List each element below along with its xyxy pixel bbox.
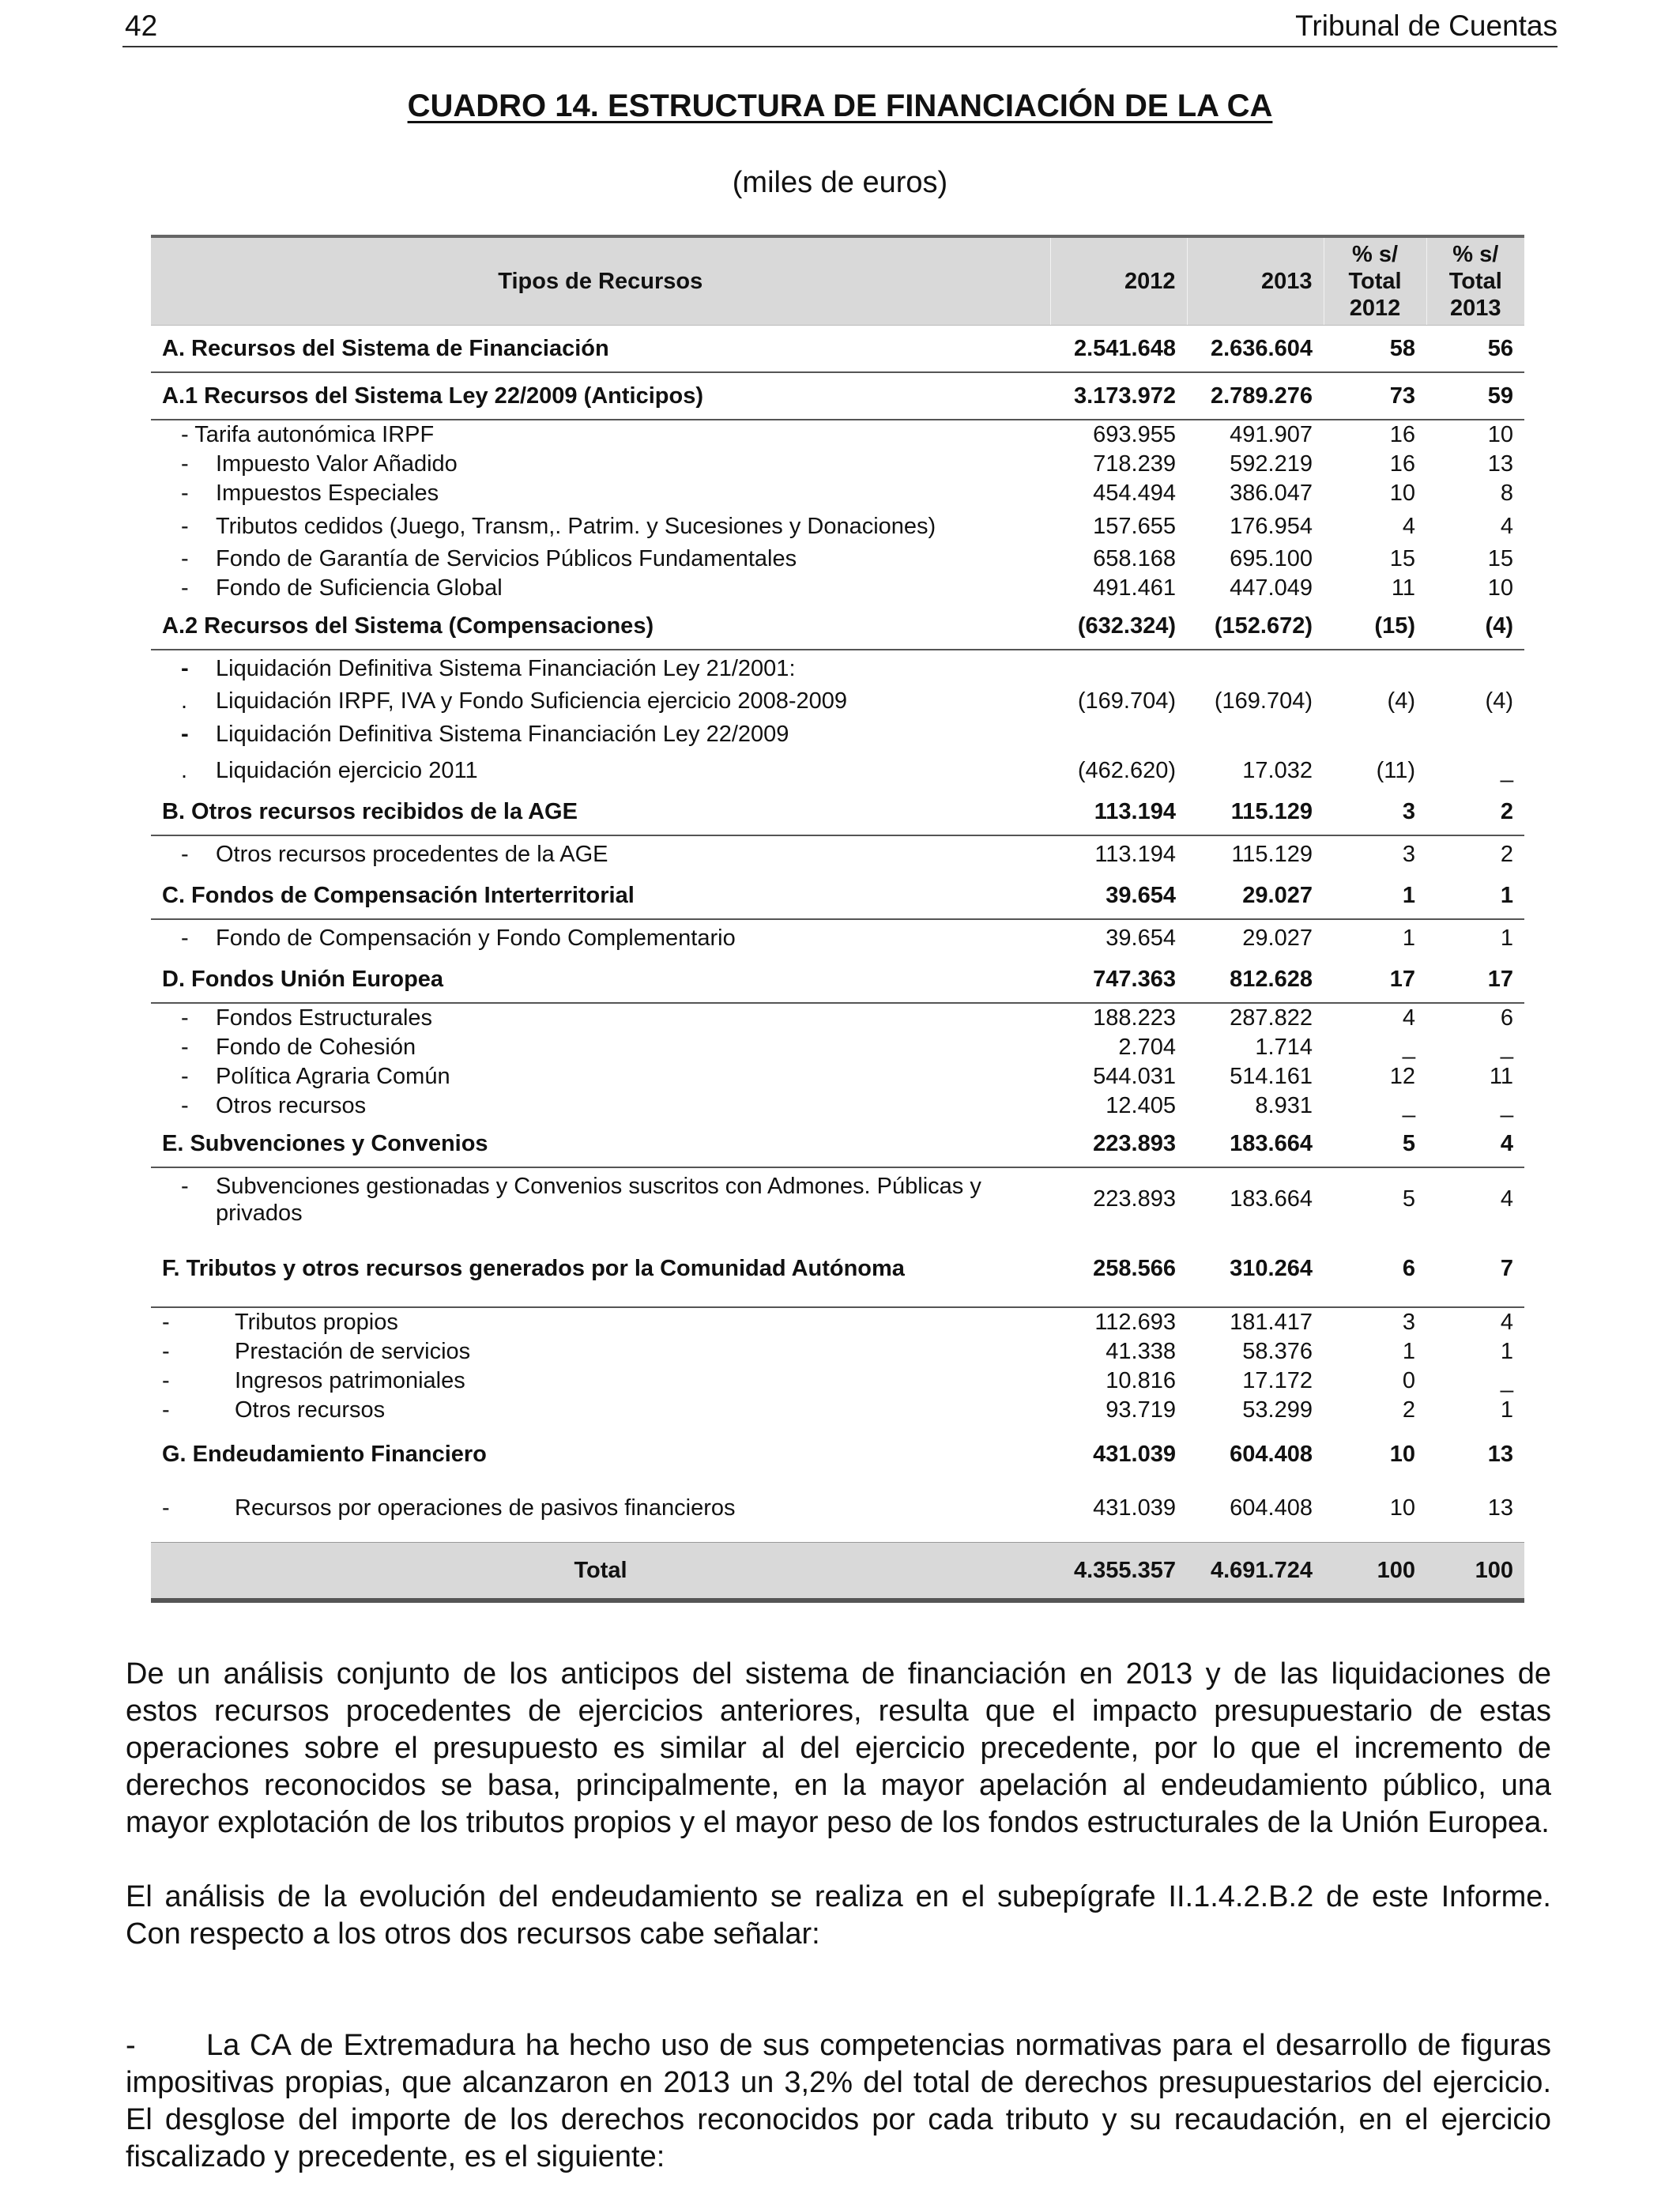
- page-number: 42: [125, 9, 158, 42]
- section-row-g: G. Endeudamiento Financiero 431.039 604.408 10 13: [162, 1441, 1513, 1467]
- table-row: - Subvenciones gestionadas y Convenios suscritos con Admones. Públicas y privados 223.893 183.664 5 4: [181, 1173, 1513, 1226]
- col-header-pct-2013: % s/ Total 2013: [1426, 236, 1524, 326]
- table-row: - Política Agraria Común 544.031 514.161 12 11: [181, 1064, 1513, 1089]
- table-row: - Fondo de Cohesión 2.704 1.714 _ _: [181, 1035, 1513, 1060]
- table-row: - Fondo de Suficiencia Global 491.461 447.049 11 10: [181, 575, 1513, 601]
- body-paragraph-2: El análisis de la evolución del endeudamiento se realiza en el subepígrafe II.1.4.2.B.2 de este Informe. Con respecto a los otros dos recursos cabe señalar:: [126, 1880, 1551, 1951]
- body-paragraph-3: - La CA de Extremadura ha hecho uso de sus competencias normativas para el desarrollo de figuras impositivas propias, que alcanzaron en 2013 un 3,2% del total de derechos presupuestarios del ejercicio. El desglose del importe de los derechos reconocidos por cada tributo y su recaudación, en el ejercicio fiscalizado y precedente, es el siguiente:: [126, 2029, 1551, 2173]
- financing-table: [151, 235, 1524, 1603]
- section-row-a2: A.2 Recursos del Sistema (Compensaciones) (632.324) (152.672) (15) (4): [151, 603, 1524, 650]
- section-row-c: C. Fondos de Compensación Interterritorial 39.654 29.027 1 1: [151, 873, 1524, 919]
- total-row: Total 4.355.357 4.691.724 100 100: [151, 1543, 1524, 1601]
- page-header: [122, 6, 1558, 47]
- table-row: - Otros recursos 93.719 53.299 2 1: [162, 1397, 1513, 1423]
- table-row: - Fondo de Compensación y Fondo Complementario 39.654 29.027 1 1: [181, 925, 1513, 951]
- table-row: - Ingresos patrimoniales 10.816 17.172 0 _: [162, 1368, 1513, 1393]
- publisher-name: Tribunal de Cuentas: [1295, 9, 1558, 42]
- table-row: - Fondo de Garantía de Servicios Públicos Fundamentales 658.168 695.100 15 15: [181, 546, 1513, 571]
- col-header-tipos: Tipos de Recursos: [151, 236, 1050, 326]
- table-row: - Otros recursos procedentes de la AGE 113.194 115.129 3 2: [181, 841, 1513, 867]
- body-paragraph-1: De un análisis conjunto de los anticipos del sistema de financiación en 2013 y de las liquidaciones de estos recursos procedentes de ejercicios anteriores, resulta que el impacto presupuestario de estas operaciones sobre el presupuesto es similar al del ejercicio precedente, por lo que el incremento de derechos reconocidos se basa, principalmente, en la mayor apelación al endeudamiento público, una mayor explotación de los tributos propios y el mayor peso de los fondos estructurales de la Unión Europea.: [126, 1657, 1551, 1839]
- table-subtitle: (miles de euros): [732, 166, 948, 199]
- table-row: - Recursos por operaciones de pasivos financieros 431.039 604.408 10 13: [162, 1495, 1513, 1521]
- table-row: - Impuesto Valor Añadido 718.239 592.219 16 13: [181, 451, 1513, 477]
- section-row-d: D. Fondos Unión Europea 747.363 812.628 17 17: [151, 956, 1524, 1003]
- table-row: - Otros recursos 12.405 8.931 _ _: [181, 1093, 1513, 1118]
- section-row-e: E. Subvenciones y Convenios 223.893 183.664 5 4: [151, 1121, 1524, 1167]
- table-row: - Liquidación Definitiva Sistema Financiación Ley 21/2001:: [181, 655, 796, 681]
- table-header-row: [151, 236, 1524, 326]
- table-row: . Liquidación IRPF, IVA y Fondo Suficiencia ejercicio 2008-2009 (169.704) (169.704) (4) (4): [181, 688, 1513, 714]
- table-row: - Tributos propios 112.693 181.417 3 4: [162, 1310, 1513, 1335]
- section-row-a: A. Recursos del Sistema de Financiación 2.541.648 2.636.604 58 56: [151, 326, 1524, 373]
- table-row: . Liquidación ejercicio 2011 (462.620) 17.032 (11) _: [181, 757, 1513, 783]
- section-row-a1: A.1 Recursos del Sistema Ley 22/2009 (Anticipos) 3.173.972 2.789.276 73 59: [151, 372, 1524, 420]
- table-title: CUADRO 14. ESTRUCTURA DE FINANCIACIÓN DE LA CA: [407, 89, 1273, 123]
- table-row: - Liquidación Definitiva Sistema Financiación Ley 22/2009: [181, 721, 789, 747]
- table-row: - Prestación de servicios 41.338 58.376 1 1: [162, 1339, 1513, 1364]
- col-header-2013: 2013: [1187, 236, 1324, 326]
- table-row: - Impuestos Especiales 454.494 386.047 10 8: [181, 481, 1513, 506]
- table-row: - Fondos Estructurales 188.223 287.822 4 6: [181, 1005, 1513, 1031]
- col-header-pct-2012: % s/ Total 2012: [1324, 236, 1426, 326]
- table-row: - Tributos cedidos (Juego, Transm,. Patrim. y Sucesiones y Donaciones) 157.655 176.954 4 4: [181, 513, 1513, 539]
- section-row-f: F. Tributos y otros recursos generados por la Comunidad Autónoma 258.566 310.264 6 7: [151, 1231, 1524, 1307]
- table-row: - Tarifa autonómica IRPF 693.955 491.907 16 10: [181, 422, 1513, 447]
- col-header-2012: 2012: [1050, 236, 1187, 326]
- section-row-b: B. Otros recursos recibidos de la AGE 113.194 115.129 3 2: [151, 789, 1524, 835]
